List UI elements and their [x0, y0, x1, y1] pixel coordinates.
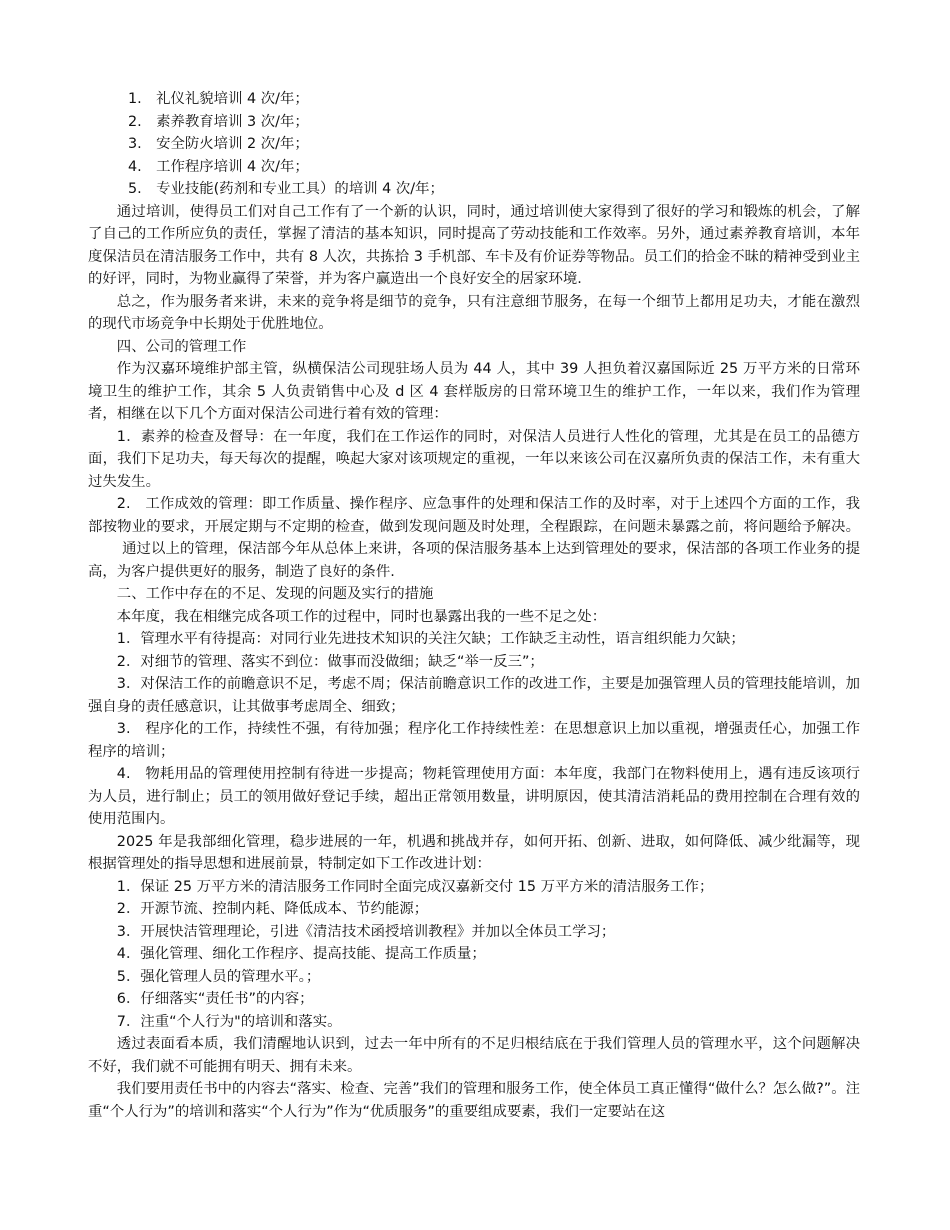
issues-list: [88, 628, 860, 831]
paragraph-management-item-1: 1．素养的检查及督导：在一年度，我们在工作运作的同时，对保洁人员进行人性化的管理，尤其是在员工的品德方面，我们下足功夫，每天每次的提醒，唤起大家对该项规定的重视，一年以来该公司在汉嘉所负责的保洁工作，未有重大过失发生。: [88, 428, 860, 490]
plan-item: 5．强化管理人员的管理水平。；: [116, 968, 321, 985]
training-item: 1. 礼仪礼貌培训 4 次/年；: [128, 91, 309, 107]
plan-item: 3．开展快洁管理理论，引进《清洁技术函授培训教程》并加以全体员工学习；: [116, 923, 616, 940]
document-body: [88, 88, 860, 1123]
training-list: [88, 88, 860, 201]
paragraph-final: 我们要用责任书中的内容去“落实、检查、完善”我们的管理和服务工作，使全体员工真正懂得“做什么？怎么做?”。注重“个人行为”的培训和落实“个人行为”作为“优质服务”的重要组成要素，我们一定要站在这: [88, 1081, 860, 1120]
plan-item: 4．强化管理、细化工作程序、提高技能、提高工作质量；: [116, 946, 486, 962]
issue-item: 3．对保洁工作的前瞻意识不足，考虑不周；保洁前瞻意识工作的改进工作，主要是加强管理人员的管理技能培训，加强自身的责任感意识，让其做事考虑周全、细致；: [88, 676, 860, 715]
paragraph-issues-intro: 本年度，我在相继完成各项工作的过程中，同时也暴露出我的一些不足之处：: [116, 608, 607, 625]
management-summary-text: 通过以上的管理，保洁部今年从总体上来讲，各项的保洁服务基本上达到管理处的要求，保洁部的各项工作业务的提高，为客户提供更好的服务，制造了良好的条件.: [88, 541, 860, 580]
issue-item: 2．对细节的管理、落实不到位：做事而没做细；缺乏“举一反三”；: [116, 653, 544, 670]
issue-item: 1．管理水平有待提高：对同行业先进技术知识的关注欠缺；工作缺乏主动性，语言组织能力欠缺；: [116, 631, 745, 647]
paragraph-plan-intro: 2025 年是我部细化管理，稳步进展的一年，机遇和挑战并存，如何开拓、创新、进取，如何降低、减少纰漏等，现根据管理处的指导思想和进展前景，特制定如下工作改进计划：: [88, 833, 860, 872]
paragraph-management-intro: 作为汉嘉环境维护部主管，纵横保洁公司现驻场人员为 44 人，其中 39 人担负着汉嘉国际近 25 万平方米的日常环境卫生的维护工作，其余 5 人负责销售中心及 d 区 4 套样版房的日常环境卫生的维护工作，一年以来，我们作为管理者，相继在以下几个方面对保洁公司进行着有效的管理：: [88, 361, 860, 422]
section-heading-issues: 二、工作中存在的不足、发现的问题及实行的措施: [116, 586, 434, 602]
paragraph-essence: 透过表面看本质，我们清醒地认识到，过去一年中所有的不足归根结底在于我们管理人员的管理水平，这个问题解决不好，我们就不可能拥有明天、拥有未来。: [88, 1036, 860, 1075]
training-item: 3. 安全防火培训 2 次/年；: [128, 136, 309, 152]
plan-list: [88, 876, 860, 1034]
paragraph-management-item-2: [88, 493, 860, 583]
training-item: 2. 素养教育培训 3 次/年；: [128, 113, 309, 130]
training-item: 4. 工作程序培训 4 次/年；: [128, 158, 309, 175]
section-heading-management: 四、公司的管理工作: [116, 338, 247, 355]
issue-item: 3. 程序化的工作，持续性不强，有待加强；程序化工作持续性差：在思想意识上加以重视，增强责任心，加强工作程序的培训；: [88, 721, 860, 760]
plan-item: 2．开源节流、控制内耗、降低成本、节约能源；: [116, 901, 429, 917]
plan-item: 6．仔细落实“责任书”的内容；: [116, 991, 314, 1007]
plan-item: 7．注重“个人行为"的培训和落实。: [116, 1013, 342, 1030]
plan-item: 1．保证 25 万平方米的清洁服务工作同时全面完成汉嘉新交付 15 万平方米的清洁服务工作；: [116, 878, 714, 895]
management-item-2-text: 2. 工作成效的管理：即工作质量、操作程序、应急事件的处理和保洁工作的及时率，对于上述四个方面的工作，我部按物业的要求，开展定期与不定期的检查，做到发现问题及时处理，全程跟踪，在问题未暴露之前，将问题给予解决。: [88, 496, 860, 535]
paragraph-conclusion: 总之，作为服务者来讲，未来的竞争将是细节的竞争，只有注意细节服务，在每一个细节上都用足功夫，才能在激烈的现代市场竞争中长期处于优胜地位。: [88, 293, 860, 332]
issue-item: 4. 物耗用品的管理使用控制有待进一步提高；物耗管理使用方面：本年度，我部门在物料使用上，遇有违反该项行为人员，进行制止；员工的领用做好登记手续，超出正常领用数量，讲明原因，使其清洁消耗品的费用控制在合理有效的使用范围内。: [88, 766, 860, 827]
training-item: 5. 专业技能(药剂和专业工具）的培训 4 次/年；: [128, 181, 444, 197]
paragraph-training-results: 通过培训，使得员工们对自己工作有了一个新的认识，同时，通过培训使大家得到了很好的学习和锻炼的机会，了解了自己的工作所应负的责任，掌握了清洁的基本知识，同时提高了劳动技能和工作效率。另外，通过素养教育培训，本年度保洁员在清洁服务工作中，共有 8 人次，共拣拾 3 手机部、车卡及有价证券等物品。员工们的拾金不昧的精神受到业主的好评，同时，为物业赢得了荣誉，并为客户赢造出一个良好安全的居家环境.: [88, 203, 860, 287]
